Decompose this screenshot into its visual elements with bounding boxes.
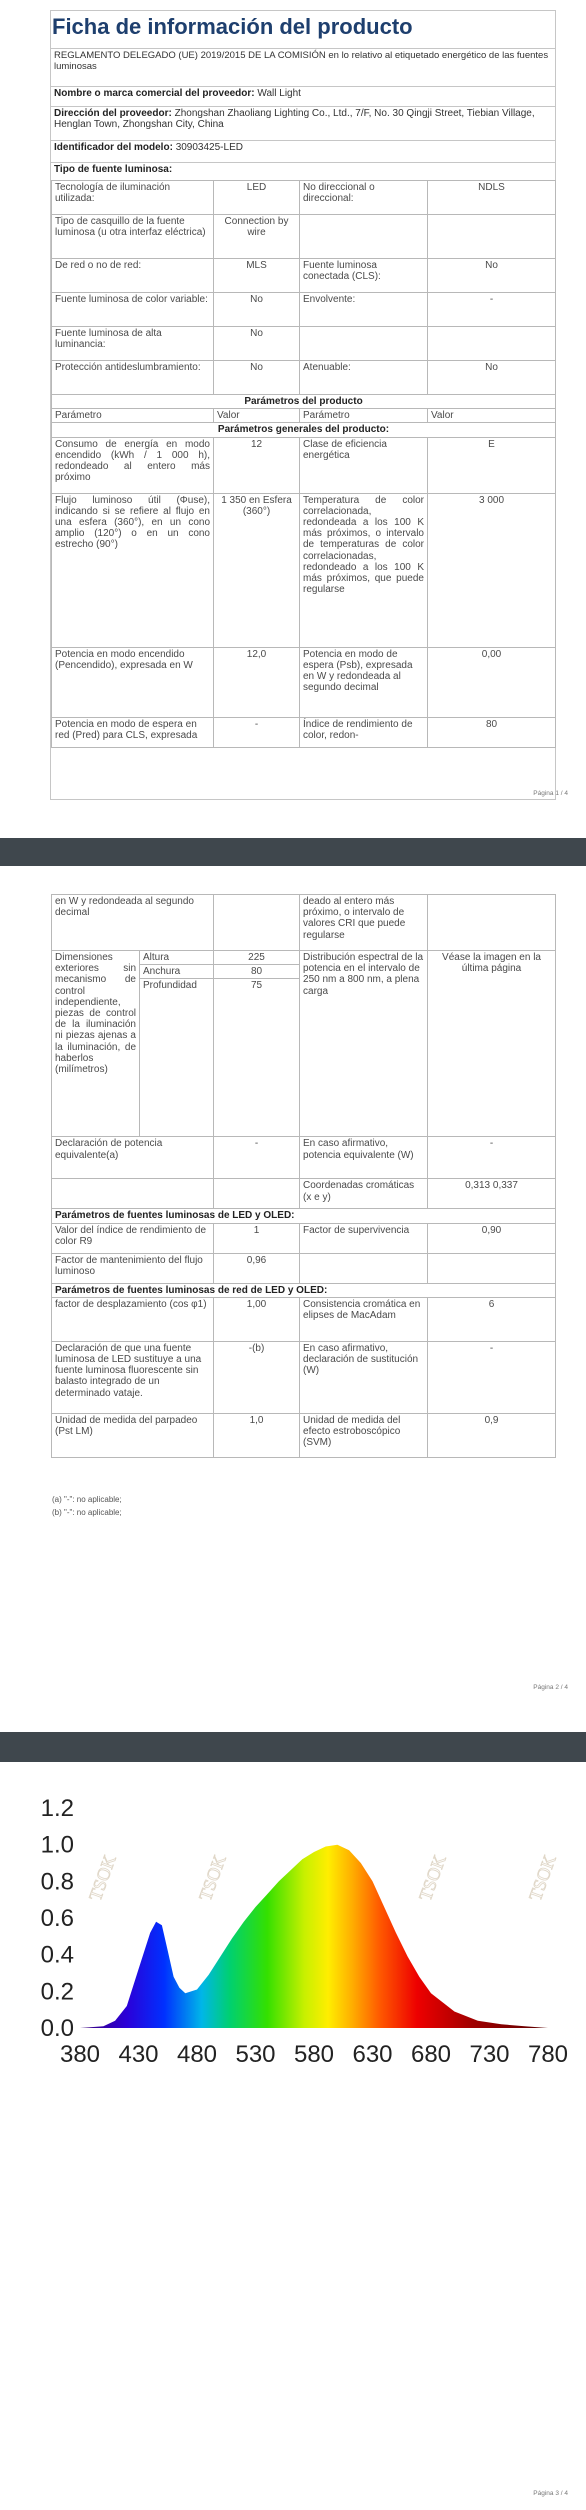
table-row	[52, 181, 556, 215]
cell: MLS	[214, 259, 300, 293]
footnote-a: (a) "-": no aplicable;	[52, 1495, 122, 1504]
cell: -	[214, 717, 300, 747]
x-tick-label: 680	[410, 2041, 452, 2068]
table-row	[52, 1341, 556, 1413]
cell: Fuente luminosa de alta luminancia:	[52, 327, 214, 361]
cell: Declaración de que una fuente luminosa de LED sustituye a una fuente luminosa fluorescente sin balasto integrado de un determinado vataje.	[52, 1341, 214, 1413]
y-axis	[41, 1795, 74, 2042]
cell: -	[428, 1341, 556, 1413]
cell: Consistencia cromática en elipses de MacAdam	[300, 1297, 428, 1341]
regulation-text	[51, 48, 555, 76]
table-row	[52, 1179, 556, 1209]
x-tick-label: 530	[235, 2041, 276, 2068]
table-row	[52, 327, 556, 361]
dim-value: 80	[214, 965, 300, 979]
cell: Declaración de potencia equivalente(a)	[52, 1137, 214, 1179]
cell: E	[428, 437, 556, 493]
cell: Flujo luminoso útil (Φuse), indicando si se refiere al flujo en una esfera (360°), en un cono amplio (120°) o en un cono estrecho (90°)	[52, 493, 214, 647]
cell: Envolvente:	[300, 293, 428, 327]
cell: Atenuable:	[300, 361, 428, 395]
footnote-b: (b) "-": no aplicable;	[52, 1507, 122, 1517]
cell: No direccional o direccional:	[300, 181, 428, 215]
cell: Valor del índice de rendimiento de color R9	[52, 1223, 214, 1253]
cell: deado al entero más próximo, o intervalo de valores CRI que puede regularse	[300, 895, 428, 951]
y-tick-label: 0.8	[40, 1868, 74, 1896]
cell	[214, 895, 300, 951]
footnotes	[52, 1494, 122, 1520]
cell: Fuente luminosa conectada (CLS):	[300, 259, 428, 293]
cell: No	[214, 361, 300, 395]
page-number: Página 2 / 4	[533, 1684, 568, 1691]
x-tick-label: 580	[293, 2041, 335, 2068]
cell: 0,00	[428, 647, 556, 717]
x-tick-label: 480	[176, 2041, 218, 2068]
cell	[428, 215, 556, 259]
supplier-value: Wall Light	[257, 88, 301, 99]
regulation-label: REGLAMENTO DELEGADO (UE) 2019/2015 DE LA COMISIÓN en lo relativo al etiquetado energético de las fuentes luminosas	[54, 50, 549, 72]
col-header: Parámetro	[52, 409, 214, 423]
supplier-row	[51, 86, 555, 102]
cell: 12,0	[214, 647, 300, 717]
type-label: Tipo de fuente luminosa:	[54, 164, 173, 175]
spectral-label: Distribución espectral de la potencia en el intervalo de 250 nm a 800 nm, a plena carga	[300, 951, 428, 1137]
cell	[428, 1253, 556, 1283]
general-header-row	[52, 423, 556, 437]
cell: 1,00	[214, 1297, 300, 1341]
page-number: Página 1 / 4	[533, 790, 568, 797]
cell	[300, 1253, 428, 1283]
cell: -	[428, 1137, 556, 1179]
table-row	[52, 361, 556, 395]
table-row	[52, 1137, 556, 1179]
cell: 3 000	[428, 493, 556, 647]
cell: LED	[214, 181, 300, 215]
col-header: Parámetro	[300, 409, 428, 423]
cell	[52, 1179, 214, 1209]
y-tick-label: 0.2	[40, 1978, 74, 2006]
watermark-text: TSOK	[84, 1852, 120, 1904]
y-tick-label: 0.4	[40, 1941, 74, 1969]
cell	[428, 327, 556, 361]
cell: 0,313 0,337	[428, 1179, 556, 1209]
x-tick-label: 380	[59, 2041, 101, 2068]
x-axis	[60, 2041, 568, 2068]
cell: 0,90	[428, 1223, 556, 1253]
page-3	[0, 1762, 586, 2510]
cell: De red o no de red:	[52, 259, 214, 293]
cell	[214, 1179, 300, 1209]
x-tick-label: 430	[118, 2041, 159, 2068]
col-header: Valor	[214, 409, 300, 423]
col-header-row	[52, 409, 556, 423]
table-row	[52, 647, 556, 717]
model-row	[51, 140, 555, 156]
cell: No	[214, 293, 300, 327]
cell: Unidad de medida del efecto estroboscópico (SVM)	[300, 1413, 428, 1457]
table-row	[52, 493, 556, 647]
cell	[300, 215, 428, 259]
cell: Potencia en modo encendido (Pencendido), expresada en W	[52, 647, 214, 717]
spectrum-area	[80, 1845, 548, 2028]
params-header: Parámetros del producto	[52, 395, 556, 409]
cell: Tipo de casquillo de la fuente luminosa (u otra interfaz eléctrica)	[52, 215, 214, 259]
page-1	[0, 0, 586, 838]
cell: 12	[214, 437, 300, 493]
model-label: Identificador del modelo:	[54, 142, 173, 153]
dim-value: 225	[214, 951, 300, 965]
table-row	[52, 1297, 556, 1341]
cell: Coordenadas cromáticas (x e y)	[300, 1179, 428, 1209]
spectral-chart	[0, 1762, 586, 2072]
table-row	[52, 1413, 556, 1457]
y-tick-label: 0.0	[40, 2015, 74, 2042]
dim-name: Profundidad	[140, 979, 214, 1137]
table-row	[52, 437, 556, 493]
x-tick-label: 780	[527, 2041, 569, 2068]
cell: Protección antideslumbramiento:	[52, 361, 214, 395]
model-value: 30903425-LED	[175, 142, 243, 153]
cell: -	[214, 1137, 300, 1179]
cell	[428, 895, 556, 951]
y-tick-label: 0.6	[40, 1905, 74, 1932]
table-row	[52, 951, 556, 965]
cell: -(b)	[214, 1341, 300, 1413]
cell	[300, 327, 428, 361]
table-row	[52, 259, 556, 293]
cell: Índice de rendimiento de color, redon-	[300, 717, 428, 747]
y-tick-label: 1.2	[40, 1795, 74, 1822]
dim-name: Altura	[140, 951, 214, 965]
params-table-continued	[51, 894, 556, 1458]
params-header-row	[52, 395, 556, 409]
cell: 80	[428, 717, 556, 747]
address-label: Dirección del proveedor:	[54, 108, 172, 119]
page-separator	[0, 1732, 586, 1762]
cell: No	[428, 259, 556, 293]
cell: En caso afirmativo, declaración de sustitución (W)	[300, 1341, 428, 1413]
cell: No	[428, 361, 556, 395]
y-tick-label: 1.0	[40, 1831, 74, 1859]
cell: Consumo de energía en modo encendido (kWh / 1 000 h), redondeado al entero más próximo	[52, 437, 214, 493]
cell: Potencia en modo de espera en red (Pred) para CLS, expresada	[52, 717, 214, 747]
cell: Factor de supervivencia	[300, 1223, 428, 1253]
table-row	[52, 895, 556, 951]
ledred-header-row	[52, 1283, 556, 1297]
cell: Fuente luminosa de color variable:	[52, 293, 214, 327]
led-header-row	[52, 1209, 556, 1223]
cell: 1,0	[214, 1413, 300, 1457]
cell: No	[214, 327, 300, 361]
general-header: Parámetros generales del producto:	[52, 423, 556, 437]
cell: 6	[428, 1297, 556, 1341]
ledred-header: Parámetros de fuentes luminosas de red de LED y OLED:	[52, 1283, 556, 1297]
cell: en W y redondeada al segundo decimal	[52, 895, 214, 951]
table-row	[52, 293, 556, 327]
led-header: Parámetros de fuentes luminosas de LED y OLED:	[52, 1209, 556, 1223]
cell: factor de desplazamiento (cos φ1)	[52, 1297, 214, 1341]
cell: Tecnología de iluminación utilizada:	[52, 181, 214, 215]
cell: 1	[214, 1223, 300, 1253]
page-2	[0, 866, 586, 1732]
spectral-value: Véase la imagen en la última página	[428, 951, 556, 1137]
cell: Unidad de medida del parpadeo (Pst LM)	[52, 1413, 214, 1457]
address-value: Zhongshan Zhaoliang Lighting Co., Ltd., 7/F, No. 30 Qingji Street, Tiebian Village, Henglan Town, Zhongshan City, China	[54, 108, 535, 130]
table-row	[52, 1253, 556, 1283]
supplier-label: Nombre o marca comercial del proveedor:	[54, 88, 255, 99]
page-number: Página 3 / 4	[533, 2490, 568, 2497]
col-header: Valor	[428, 409, 556, 423]
page-title: Ficha de información del producto	[52, 14, 413, 39]
cell: -	[428, 293, 556, 327]
dim-value: 75	[214, 979, 300, 1137]
watermark-text: TSOK	[194, 1852, 230, 1904]
page-separator	[0, 838, 586, 866]
watermark-text: TSOK	[414, 1852, 450, 1904]
table-row	[52, 215, 556, 259]
dim-name: Anchura	[140, 965, 214, 979]
type-row	[51, 162, 555, 178]
dimensions-label: Dimensiones exteriores sin mecanismo de control independiente, piezas de control de la iluminación ni piezas ajenas a la iluminación, de haberlos (milímetros)	[52, 951, 140, 1137]
cell: Temperatura de color correlacionada, redondeada a los 100 K más próximos, o intervalo de temperaturas de color correlacionadas, redondeado a los 100 K más próximos, que puede regularse	[300, 493, 428, 647]
cell: Clase de eficiencia energética	[300, 437, 428, 493]
x-tick-label: 730	[469, 2041, 510, 2068]
cell: En caso afirmativo, potencia equivalente (W)	[300, 1137, 428, 1179]
address-row	[51, 106, 555, 136]
x-tick-label: 630	[352, 2041, 393, 2068]
watermark-text: TSOK	[524, 1852, 560, 1904]
cell: Connection by wire	[214, 215, 300, 259]
cell: 0,9	[428, 1413, 556, 1457]
cell: 0,96	[214, 1253, 300, 1283]
cell: Potencia en modo de espera (Psb), expresada en W y redondeada al segundo decimal	[300, 647, 428, 717]
light-source-table	[51, 180, 556, 748]
cell: 1 350 en Esfera (360°)	[214, 493, 300, 647]
cell: NDLS	[428, 181, 556, 215]
cell: Factor de mantenimiento del flujo luminoso	[52, 1253, 214, 1283]
table-row	[52, 1223, 556, 1253]
table-row	[52, 717, 556, 747]
